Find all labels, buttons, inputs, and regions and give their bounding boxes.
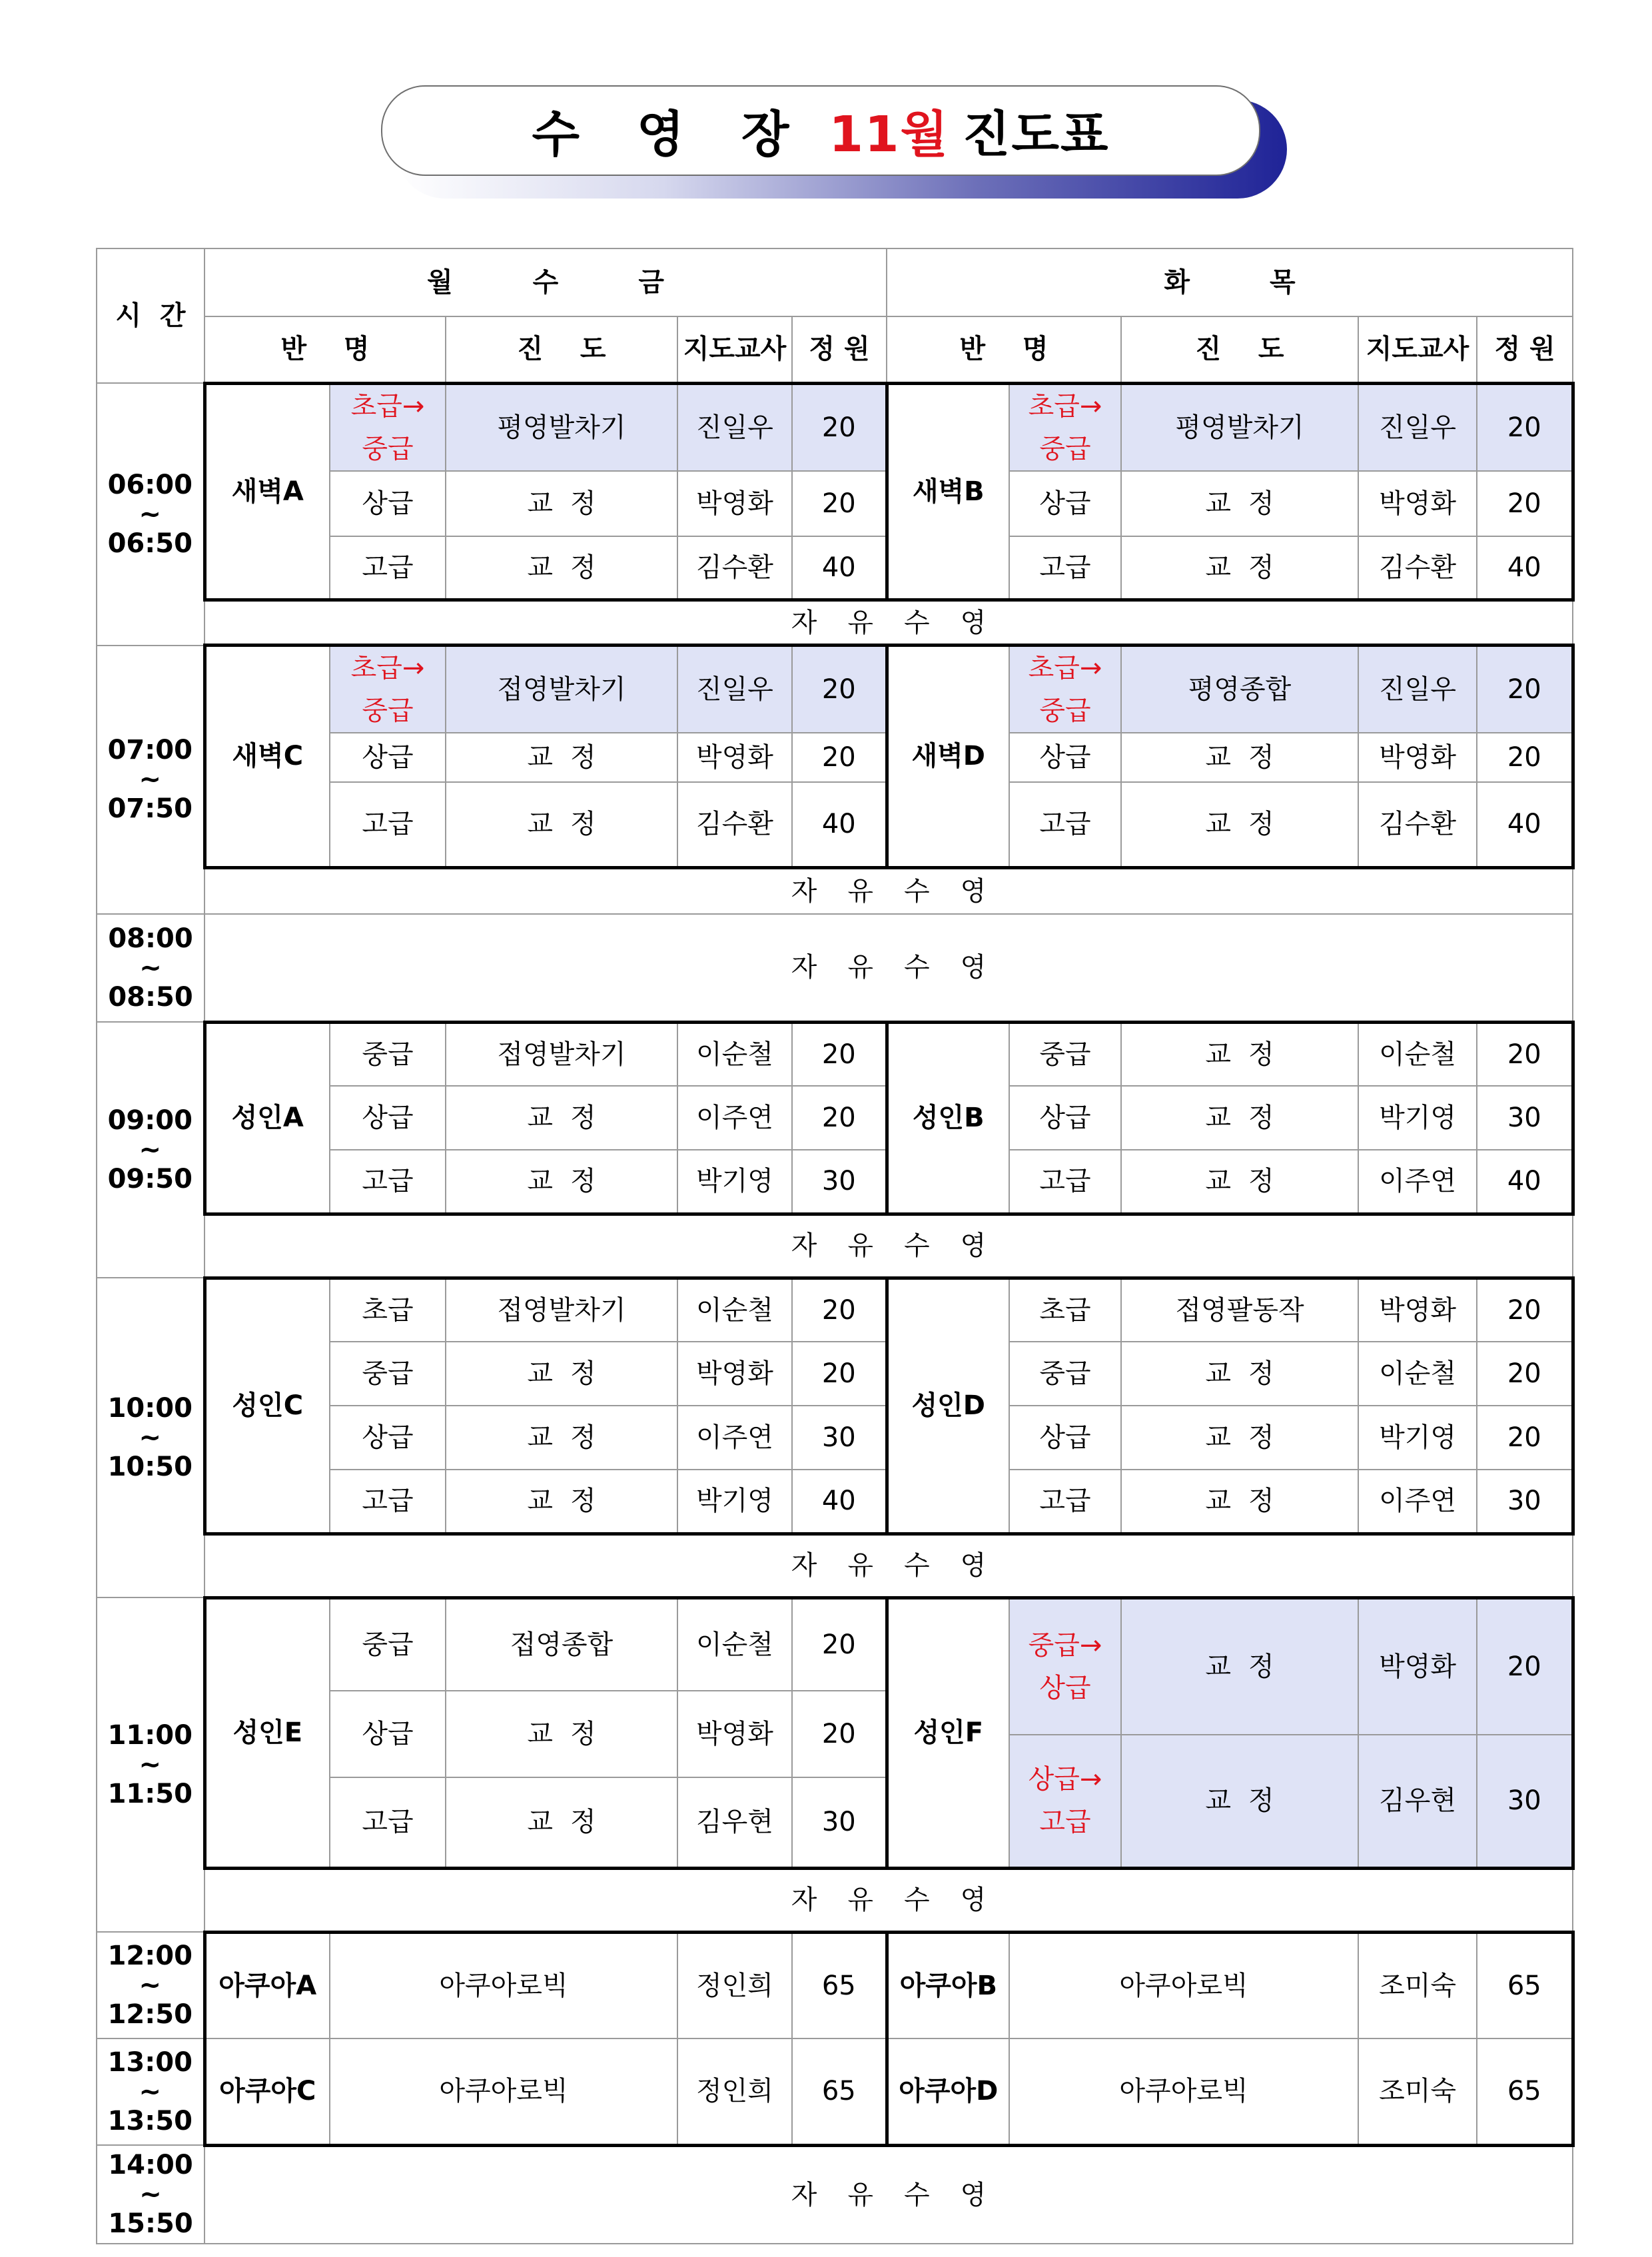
level-cell: 고급 [330,1470,446,1534]
capacity-cell: 40 [1477,536,1573,600]
capacity-cell: 20 [1477,733,1573,782]
free-swim-row [97,2145,1573,2244]
teacher-cell: 이순철 [1358,1342,1477,1406]
teacher-cell: 이주연 [1358,1470,1477,1534]
teacher-cell: 이순철 [677,1597,792,1691]
teacher-cell: 이순철 [677,1278,792,1342]
capacity-cell: 20 [1477,383,1573,471]
teacher-cell: 박영화 [1358,733,1477,782]
level-cell: 중급 [1009,1342,1121,1406]
progress-cell: 교정 [1121,536,1358,600]
table-row [97,1022,1573,1086]
capacity-cell: 20 [1477,471,1573,536]
program-cell: 아쿠아로빅 [330,1932,677,2038]
level-cell: 초급 [330,1278,446,1342]
teacher-cell: 김우현 [1358,1735,1477,1868]
capacity-cell: 30 [1477,1470,1573,1534]
program-cell: 아쿠아로빅 [1009,2038,1358,2145]
teacher-cell: 정인희 [677,1932,792,2038]
class-name: 새벽A [205,383,330,600]
header-teacher: 지도교사 [1358,316,1477,383]
capacity-cell: 20 [1477,646,1573,733]
capacity-cell: 30 [1477,1086,1573,1150]
class-name: 새벽C [205,646,330,868]
teacher-cell: 김수환 [1358,782,1477,867]
table-row [97,1932,1573,2038]
level-cell: 상급 [330,471,446,536]
capacity-cell: 65 [792,2038,887,2145]
teacher-cell: 박영화 [677,1342,792,1406]
capacity-cell: 30 [1477,1735,1573,1868]
class-name: 아쿠아D [887,2038,1009,2145]
level-cell: 고급 [330,1150,446,1214]
teacher-cell: 박기영 [677,1470,792,1534]
capacity-cell: 40 [792,536,887,600]
level-cell: 고급 [1009,1150,1121,1214]
class-name: 성인C [205,1278,330,1534]
level-cell: 상급 [330,1086,446,1150]
level-cell: 초급→ 중급 [330,646,446,733]
header-capacity: 정 원 [1477,316,1573,383]
capacity-cell: 30 [792,1406,887,1470]
teacher-cell: 김수환 [1358,536,1477,600]
level-cell: 고급 [1009,1470,1121,1534]
teacher-cell: 박기영 [677,1150,792,1214]
teacher-cell: 이순철 [1358,1022,1477,1086]
progress-cell: 교정 [446,1777,677,1868]
teacher-cell: 박영화 [1358,1278,1477,1342]
level-cell: 고급 [330,782,446,867]
capacity-cell: 20 [792,733,887,782]
header-row-columns [97,316,1573,383]
schedule-table [96,248,1575,2244]
free-swim-row [97,1214,1573,1278]
teacher-cell: 이주연 [677,1406,792,1470]
header-class: 반 명 [887,316,1121,383]
level-cell: 초급→ 중급 [1009,383,1121,471]
teacher-cell: 김우현 [677,1777,792,1868]
class-name: 성인F [887,1597,1009,1868]
header-days-tt: 화목 [887,248,1573,316]
free-swim: 자유수영 [205,600,1573,646]
progress-cell: 교정 [446,471,677,536]
page-title [381,85,1260,176]
progress-cell: 교정 [1121,1406,1358,1470]
teacher-cell: 이주연 [1358,1150,1477,1214]
table-row [97,383,1573,471]
free-swim-row [97,1534,1573,1597]
progress-cell: 교정 [1121,1470,1358,1534]
teacher-cell: 박영화 [677,471,792,536]
teacher-cell: 진일우 [677,383,792,471]
time-slot: 14:00 ~ 15:50 [97,2145,205,2244]
title-month: 11월 [829,106,949,163]
level-cell: 중급 [1009,1022,1121,1086]
title-pool: 수 영 장 [532,106,809,163]
capacity-cell: 20 [792,383,887,471]
free-swim: 자유수영 [205,1214,1573,1278]
free-swim-row [97,1868,1573,1932]
level-cell: 초급→ 중급 [330,383,446,471]
progress-cell: 평영발차기 [1121,383,1358,471]
level-cell: 초급 [1009,1278,1121,1342]
level-cell: 상급 [330,1691,446,1777]
teacher-cell: 박영화 [677,1691,792,1777]
teacher-cell: 김수환 [677,782,792,867]
teacher-cell: 진일우 [1358,383,1477,471]
progress-cell: 교정 [1121,1022,1358,1086]
header-days-mwf: 월수금 [205,248,887,316]
free-swim: 자유수영 [205,2145,1573,2244]
progress-cell: 접영발차기 [446,1022,677,1086]
table-row [97,1597,1573,1645]
table-row [97,2038,1573,2145]
progress-cell: 교정 [446,1086,677,1150]
time-slot: 09:00 ~ 09:50 [97,1022,205,1278]
level-cell: 고급 [330,1777,446,1868]
progress-cell: 교정 [446,1470,677,1534]
level-cell: 상급→ 고급 [1009,1735,1121,1868]
progress-cell: 교정 [1121,1597,1358,1735]
title-schedule: 진도표 [963,106,1110,163]
class-name: 성인E [205,1597,330,1868]
class-name: 아쿠아B [887,1932,1009,2038]
progress-cell: 교정 [446,782,677,867]
level-cell: 중급 [330,1022,446,1086]
capacity-cell: 65 [1477,1932,1573,2038]
progress-cell: 교정 [446,1342,677,1406]
capacity-cell: 40 [1477,782,1573,867]
progress-cell: 교정 [446,1691,677,1777]
progress-cell: 교정 [1121,733,1358,782]
capacity-cell: 65 [792,1932,887,2038]
capacity-cell: 20 [792,1342,887,1406]
program-cell: 아쿠아로빅 [330,2038,677,2145]
capacity-cell: 20 [1477,1597,1573,1735]
program-cell: 아쿠아로빅 [1009,1932,1358,2038]
level-cell: 상급 [330,1406,446,1470]
capacity-cell: 20 [1477,1278,1573,1342]
capacity-cell: 65 [1477,2038,1573,2145]
free-swim: 자유수영 [205,914,1573,1022]
teacher-cell: 조미숙 [1358,1932,1477,2038]
class-name: 새벽D [887,646,1009,868]
header-time: 시 간 [97,248,205,383]
header-capacity: 정 원 [792,316,887,383]
level-cell: 고급 [330,536,446,600]
class-name: 성인D [887,1278,1009,1534]
header-row-days [97,248,1573,316]
progress-cell: 교정 [446,1406,677,1470]
free-swim-row [97,867,1573,914]
time-slot: 06:00 ~ 06:50 [97,383,205,646]
class-name: 새벽B [887,383,1009,600]
level-cell: 고급 [1009,782,1121,867]
capacity-cell: 20 [792,471,887,536]
progress-cell: 교정 [1121,1735,1358,1868]
progress-cell: 교정 [1121,471,1358,536]
teacher-cell: 박기영 [1358,1406,1477,1470]
header-class: 반 명 [205,316,446,383]
progress-cell: 교정 [1121,782,1358,867]
teacher-cell: 진일우 [677,646,792,733]
level-cell: 초급→ 중급 [1009,646,1121,733]
progress-cell: 접영발차기 [446,646,677,733]
level-cell: 중급 [330,1342,446,1406]
free-swim-row [97,914,1573,1022]
capacity-cell: 30 [792,1150,887,1214]
teacher-cell: 김수환 [677,536,792,600]
free-swim-row [97,600,1573,646]
teacher-cell: 박기영 [1358,1086,1477,1150]
capacity-cell: 20 [792,646,887,733]
table-row [97,646,1573,733]
capacity-cell: 40 [792,1470,887,1534]
level-cell: 중급→ 상급 [1009,1597,1121,1735]
capacity-cell: 20 [1477,1342,1573,1406]
free-swim: 자유수영 [205,867,1573,914]
progress-cell: 평영종합 [1121,646,1358,733]
capacity-cell: 20 [792,1278,887,1342]
time-slot: 10:00 ~ 10:50 [97,1278,205,1597]
capacity-cell: 20 [1477,1022,1573,1086]
capacity-cell: 40 [1477,1150,1573,1214]
progress-cell: 평영발차기 [446,383,677,471]
header-progress: 진 도 [1121,316,1358,383]
class-name: 아쿠아C [205,2038,330,2145]
level-cell: 고급 [1009,536,1121,600]
free-swim: 자유수영 [205,1868,1573,1932]
time-slot: 11:00 ~ 11:50 [97,1597,205,1932]
table-row [97,1278,1573,1342]
class-name: 성인B [887,1022,1009,1214]
teacher-cell: 조미숙 [1358,2038,1477,2145]
progress-cell: 교정 [446,733,677,782]
level-cell: 상급 [1009,1086,1121,1150]
progress-cell: 교정 [446,1150,677,1214]
teacher-cell: 박영화 [677,733,792,782]
progress-cell: 접영종합 [446,1597,677,1691]
time-slot: 12:00 ~ 12:50 [97,1932,205,2038]
free-swim: 자유수영 [205,1534,1573,1597]
capacity-cell: 20 [1477,1406,1573,1470]
progress-cell: 교정 [1121,1150,1358,1214]
level-cell: 중급 [330,1597,446,1691]
level-cell: 상급 [1009,471,1121,536]
teacher-cell: 박영화 [1358,471,1477,536]
teacher-cell: 정인희 [677,2038,792,2145]
capacity-cell: 40 [792,782,887,867]
capacity-cell: 20 [792,1022,887,1086]
time-slot: 08:00 ~ 08:50 [97,914,205,1022]
progress-cell: 교정 [1121,1086,1358,1150]
capacity-cell: 20 [792,1597,887,1691]
capacity-cell: 20 [792,1691,887,1777]
class-name: 아쿠아A [205,1932,330,2038]
level-cell: 상급 [330,733,446,782]
capacity-cell: 20 [792,1086,887,1150]
level-cell: 상급 [1009,1406,1121,1470]
teacher-cell: 이순철 [677,1022,792,1086]
progress-cell: 교정 [1121,1342,1358,1406]
time-slot: 07:00 ~ 07:50 [97,646,205,915]
level-cell: 상급 [1009,733,1121,782]
teacher-cell: 박영화 [1358,1597,1477,1735]
teacher-cell: 이주연 [677,1086,792,1150]
progress-cell: 접영팔동작 [1121,1278,1358,1342]
header-teacher: 지도교사 [677,316,792,383]
progress-cell: 접영발차기 [446,1278,677,1342]
time-slot: 13:00 ~ 13:50 [97,2038,205,2145]
progress-cell: 교정 [446,536,677,600]
capacity-cell: 30 [792,1777,887,1868]
class-name: 성인A [205,1022,330,1214]
header-progress: 진 도 [446,316,677,383]
teacher-cell: 진일우 [1358,646,1477,733]
title-banner [381,85,1287,200]
